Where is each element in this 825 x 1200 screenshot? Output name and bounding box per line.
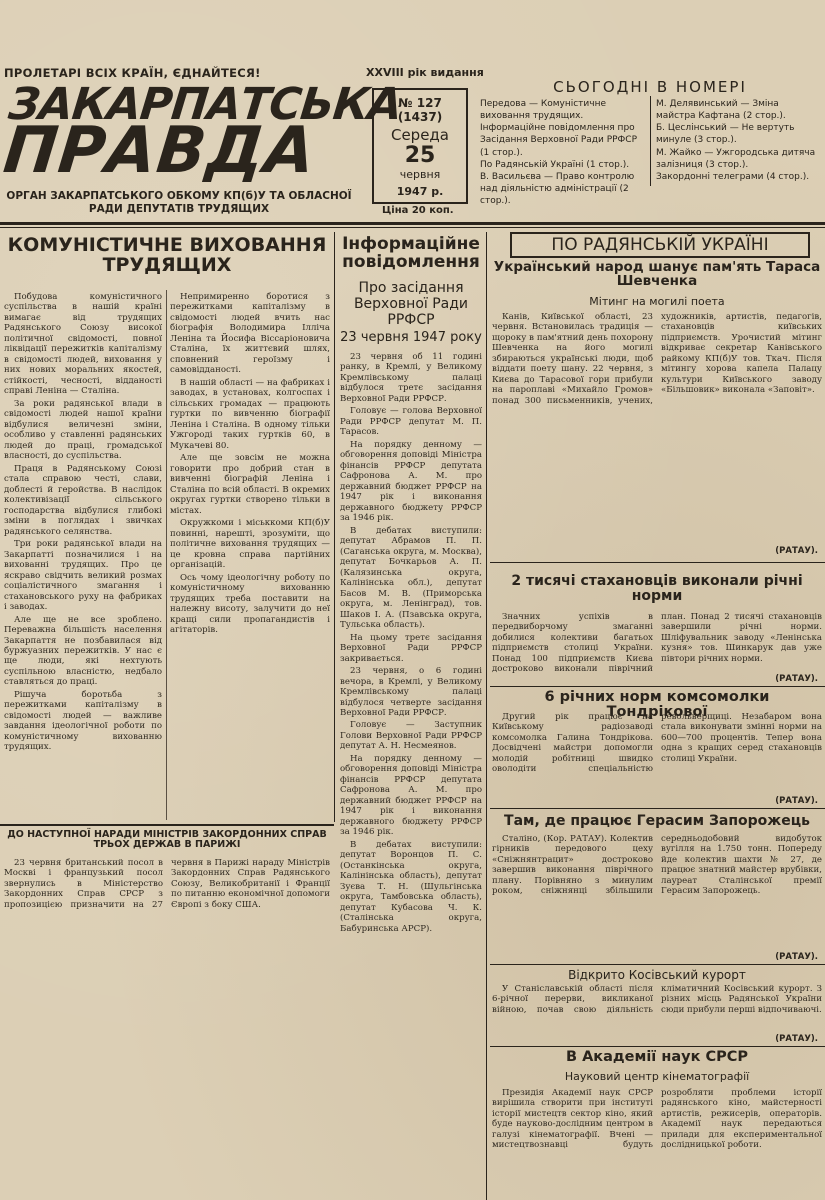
article-rule [490,964,825,965]
contents-item: М. Делявинський — Зміна майстра Кафтана (2 стор.). [656,99,786,122]
contents-item: Передова — Комуністичне виховання трудящих. [480,99,606,122]
editorial-column-1 [4,292,162,820]
editorial-column-2 [170,292,330,820]
bottom-article-title: ДО НАСТУПНОЇ НАРАДИ МІНІСТРІВ ЗАКОРДОННИХ СПРАВ ТРЬОХ ДЕРЖАВ В ПАРИЖІ [7,829,327,850]
paragraph: 23 червня британський посол в Москві і французький посол звернулись в Міністерство Закордонних Справ СРСР з пропозицією призначити на 27 червня в Парижі нараду Міністрів Закордонних Справ Радянського Союзу, Великобританії і Франції по питанню економічної допомоги Європі з боку США. [4,858,330,910]
article-4-title: Там, де працює Герасим Запорожець [504,813,810,829]
paragraph: Рішуча боротьба з пережитками капіталізму в свідомості людей — важливе завдання ідеологічної роботи по комуністичному вихованню трудящих. [4,689,162,753]
bottom-article-body [4,858,330,1198]
article-1-title: Український народ шанує пам'ять Тараса Шевченка [493,259,821,290]
article-3-title: 6 річних норм комсомолки Тондрікової [544,689,770,721]
paragraph: Побудова комуністичного суспільства в нашій країні вимагає від трудящих Радянського Союзу високої політичної свідомості, повної ліквідації пережитків капіталізму в свідомості людей, виховання у них нових моральних якостей, стійкості, чесності, відданості справі Леніна — Сталіна. [4,292,162,397]
paragraph: В дебатах виступили: депутат Воронцов П. С. (Останкінська округа, Калінінська область), депутат Зуєва Т. Н. (Шульгінська округа, Тамбовська область), депутат Кубасова Ч. К. (Сталінська округа, Бабуринська АРСР). [340,839,482,934]
editorial-divider [166,290,167,820]
editorial-title: КОМУНІСТИЧНЕ ВИХОВАННЯ ТРУДЯЩИХ [7,234,327,276]
info-subtitle: Про засідання Верховної Ради РРФСР [353,280,469,329]
article-5-source: (РАТАУ). [775,1034,818,1044]
column-divider [486,232,487,1200]
article-rule [490,1046,825,1047]
contents-item: Б. Цеслінський — Не вертуть минуле (3 стор.). [656,123,795,146]
paragraph: Непримиренно боротися з пережитками капіталізму в свідомості людей вчить нас біографія Володимира Ілліча Леніна та Йосифа Віссаріоновича Сталіна, їх життєвий шлях, сповнений героїзму і самовідданості. [170,292,330,376]
bottom-article-rule [0,824,334,826]
article-rule [490,686,825,687]
masthead-rule [0,222,825,225]
title-line-2: ПРАВДА [0,113,320,188]
contents-item: В. Васильєва — Право контролю над діяльністю адміністрації (2 стор.). [480,171,635,207]
issue-month: червня [399,168,441,182]
paragraph: Ось чому ідеологічну роботу по комуністичному вихованню трудящих треба поставити на належну висоту, залучити до неї кращі сили пропагандистів і агітаторів. [170,572,330,636]
issue-day: 25 [404,143,436,168]
paragraph: На цьому третє засідання Верховної Ради РРФСР закривається. [340,632,482,664]
article-rule [490,808,825,809]
article-6-subtitle: Науковий центр кінематографії [564,1070,750,1083]
article-1-source: (РАТАУ). [775,546,818,556]
article-4-source: (РАТАУ). [775,952,818,962]
paragraph: Значних успіхів в передвиборчому змаганні добилися колективи багатьох підприємств столиці України. Понад 100 підприємств Києва достроково виконали піврічний план. Понад 2 тисячі стахановців завершили річні норми. Шліфувальник заводу «Ленінська кузня» тов. Шинкарук дав уже півтори річних норми. [492,612,822,675]
contents-divider [650,96,651,186]
paragraph: 23 червня об 11 годині ранку, в Кремлі, у Великому Кремлівському палаці відбулося третє засідання Верховної Ради РРФСР. [340,352,482,404]
newspaper-title [0,79,404,188]
column-divider [334,232,335,822]
publisher-line: ОРГАН ЗАКАРПАТСЬКОГО ОБКОМУ КП(б)У ТА ОБЛАСНОЇ РАДИ ДЕПУТАТІВ ТРУДЯЩИХ [6,190,352,216]
contents-heading: СЬОГОДНІ В НОМЕРІ [553,78,747,96]
info-title: Інформаційне повідомлення [342,234,480,272]
paragraph: Три роки радянської влади на Закарпатті позначилися і на вихованні трудящих. Про це яскраво свідчить великий розмах соціалістичного змагання і стахановського руху на фабриках і заводах. [4,539,162,613]
article-2-source: (РАТАУ). [775,674,818,684]
article-6-title: В Академії наук СРСР [565,1049,748,1065]
contents-item: Інформаційне повідомлення про Засідання Верховної Ради РРФСР (1 стор.). [480,123,638,158]
title-line-1: ЗАКАРПАТСЬКА [6,79,404,130]
contents-column-2 [656,98,820,183]
paragraph: Другий рік працює на Київському радіозаводі комсомолка Галина Тондрікова. Досвідчені майстри допомогли молодій робітниці швидко оволодіти спеціальністю револьверщиці. Незабаром вона стала виконувати змінні норми на 600—700 процентів. Тепер вона одна з кращих серед стахановців столиці України. [492,712,822,775]
price: Ціна 20 коп. [382,205,454,216]
issue-box [372,88,468,204]
article-3-source: (РАТАУ). [775,796,818,806]
paragraph: Але ще зовсім не можна говорити про добрий стан в вивченні біографій Леніна і Сталіна по всій області. В окремих округах гуртки створено тільки в містах. [170,453,330,516]
article-1-body [492,312,822,558]
article-rule [490,562,825,563]
issue-weekday: Середа [390,126,449,144]
article-1-subtitle: Мітинг на могилі поета [589,295,725,308]
issue-year: 1947 р. [396,185,444,199]
contents-item: Закордонні телеграми (4 стор.). [656,171,810,182]
article-6-body [492,1088,822,1196]
paragraph: На порядку денному — обговорення доповіді Міністра фінансів РРФСР депутата Сафронова А. М. про державний бюджет РРФСР на 1947 рік і виконання державного бюджету РРФСР за 1946 рік. [340,753,482,838]
paragraph: В нашій області — на фабриках і заводах, в установах, колгоспах і сільських громадах — працюють гуртки по вивченню біографії Леніна і Сталіна. В одному тільки Ужгороді таких гуртків 60, в Мукачеві 80. [170,377,330,451]
paragraph: В дебатах виступили: депутат Абрамов П. П. (Саганська округа, м. Москва), депутат Бочкарьов А. П. (Калязинська округа, Калінінська обл.), депутат Басов М. В. (Приморська округа, м. Ленінград), тов. Шаков І. А. (Пзавська округа, Тульська область). [340,525,482,631]
contents-item: М. Жайко — Ужгородська дитяча залізниця (3 стор.). [656,147,816,170]
contents-column-1 [480,98,645,207]
paragraph: Головує — Заступник Голови Верховної Ради РРФСР депутат А. Н. Несмеянов. [340,720,482,752]
paragraph: Сталіно, (Кор. РАТАУ). Колектив гірників передового цеху «Сніжнянтрацит» достроково завершив виконання піврічного плану. Порівняно з минулим роком, сніжнянці збільшили середньодобовий видобуток вугілля на 1.750 тонн. Попереду йде колектив шахти № 27, де працює знатний майстер врубівки, лауреат Сталінської премії Герасим Запорожець. [492,834,822,897]
paragraph: 23 червня, о 6 годині вечора, в Кремлі, у Великому Кремлівському палаці відбулося четверте засідання Верховної Ради РРФСР. [340,666,482,718]
paragraph: Канів, Київської області, 23 червня. Встановилась традиція — щороку в пам'ятний день похорону Шевченка на його могилі збираються українські люди, щоб віддати поету шану. 22 червня, з Києва до Тарасової гори прибули на пароплаві «Михайло Громов» понад 300 письменників, учених, художників, артистів, педагогів, стахановців київських підприємств. Урочистий мітинг відкриває секретар Канівського райкому КП(б)У тов. Ткач. Після мітингу хорова капела Палацу культури Київського заводу «Більшовик» виконала «Заповіт». [492,312,822,406]
paragraph: У Станіславській області після 6-річної перерви, викликаної війною, почав свою діяльність кліматичний Косівський курорт. З різних місць Радянської України сюди прибули перші відпочиваючі. [492,984,822,1015]
paragraph: На порядку денному — обговорення доповіді Міністра фінансів РРФСР депутата Сафронова А. М. про державний бюджет РРФСР на 1947 рік і виконання державного бюджету РРФСР за 1946 рік. [340,439,482,524]
info-date: 23 червня 1947 року [340,330,482,345]
slogan: ПРОЛЕТАРІ ВСІХ КРАЇН, ЄДНАЙТЕСЯ! [4,66,261,80]
issue-number: № 127 (1437) [397,96,443,124]
year-of-issue: XXVIII рік видання [366,66,484,79]
paragraph: Праця в Радянському Союзі стала справою честі, слави, доблесті й геройства. В наслідок колективізації сільського господарства відбулися глибокі зміни в поглядах і звичках радянського селянства. [4,463,162,537]
contents-item: По Радянській Україні (1 стор.). [480,159,630,170]
paragraph: Окружкоми і міськкоми КП(б)У повинні, нарешті, зрозуміти, що політичне виховання трудящих — це кровна справа партійних організацій. [170,518,330,571]
article-2-title: 2 тисячі стахановців виконали річні норми [511,573,803,604]
paragraph: За роки радянської влади в свідомості людей нашої країни відбулися величезні зміни, особливо у ставленні радянських людей до праці, громадської власності, до суспільства. [4,398,162,462]
info-body [340,352,482,1192]
paragraph: Президія Академії наук СРСР вирішила створити при інституті історії мистецтв сектор кіно, який буде науково-дослідним центром в галузі кінематографії. Вчені — мистецтвознавці будуть розробляти проблеми історії радянського кіно, майстерності артистів, режисерів, операторів. Академії наук передаються прилади для експериментальної дослідницької роботи. [492,1088,822,1151]
masthead-rule-thin [0,227,825,228]
section-header: ПО РАДЯНСЬКІЙ УКРАЇНІ [510,232,810,258]
paragraph: Головує — голова Верховної Ради РРФСР депутат М. П. Тарасов. [340,406,482,438]
article-4-body [492,834,822,962]
article-5-title: Відкрито Косівський курорт [568,968,746,982]
article-3-body [492,712,822,804]
paragraph: Але ще не все зроблено. Переважна більшість населення Закарпаття не позбавилася від буржуазних пережитків. У нас є ще люди, які нехтують суспільною власністю, недбало ставляться до праці. [4,614,162,688]
